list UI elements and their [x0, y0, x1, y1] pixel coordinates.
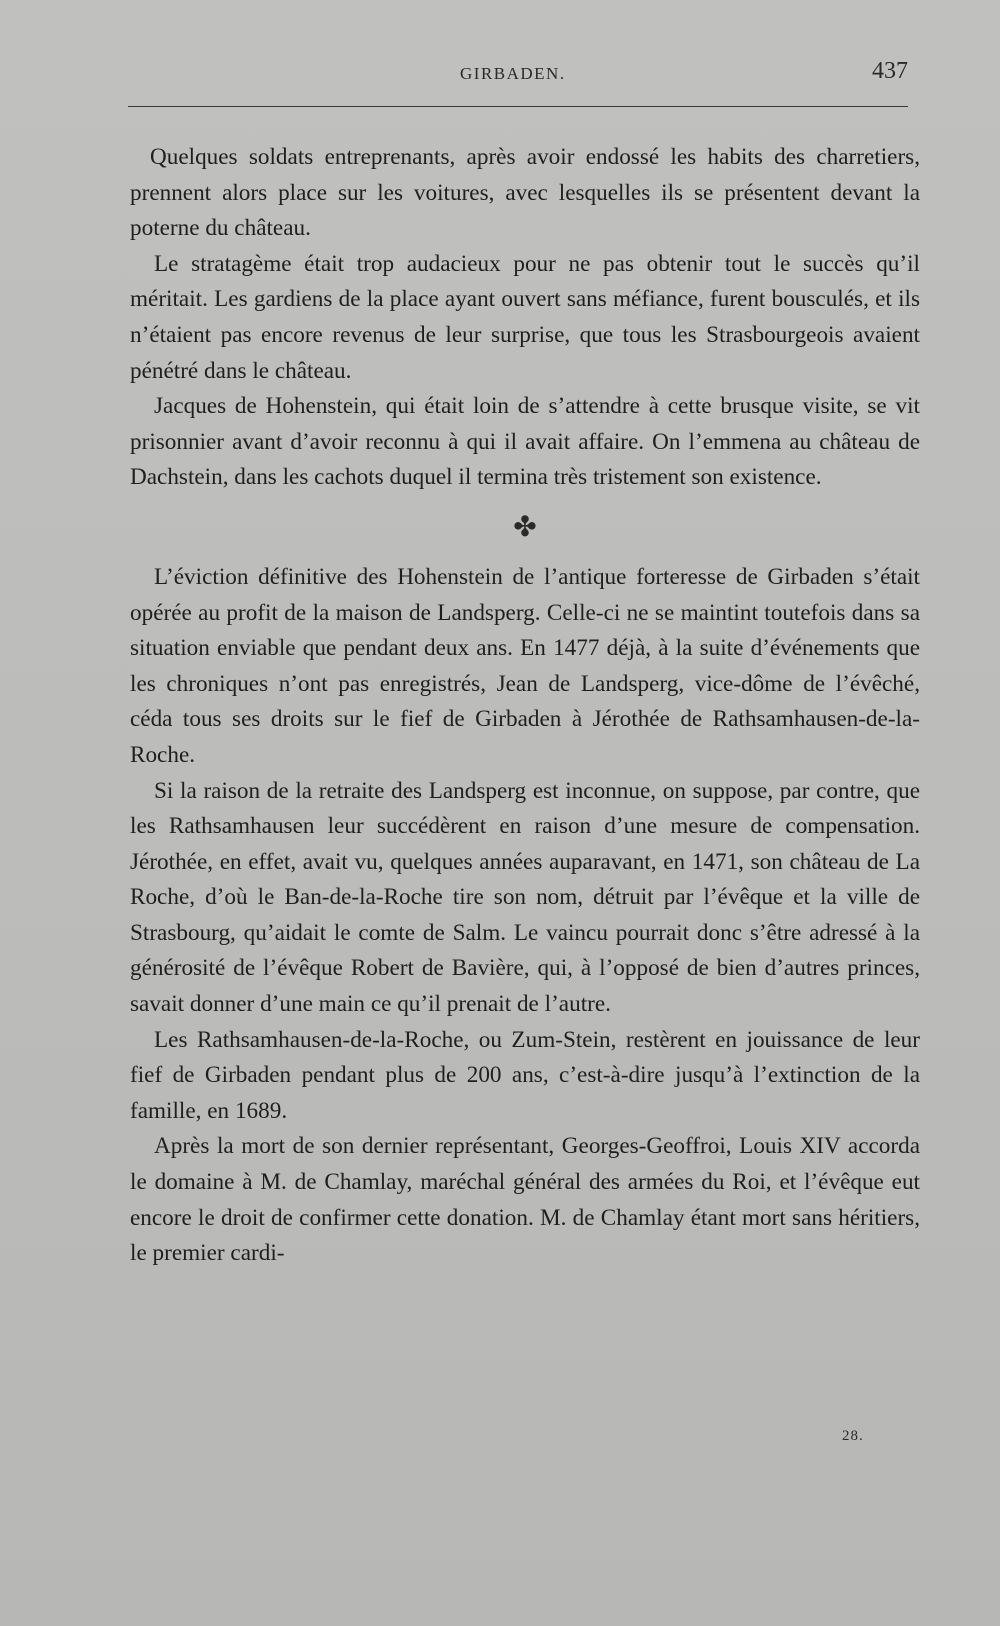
paragraph: Les Rathsamhausen-de-la-Roche, ou Zum-Stein, restèrent en jouissance de leur fief de Girbaden pendant plus de 200 ans, c’est-à-dire jusqu’à l’extinction de la famille, en 1689.: [130, 1026, 920, 1124]
header-rule: [128, 106, 908, 107]
signature-mark: 28.: [842, 1428, 864, 1444]
paragraph: L’éviction définitive des Hohenstein de l’antique forteresse de Girbaden s’était opérée au profit de la maison de Landsperg. Celle-ci ne se maintint toutefois dans sa situation enviable que pendant deux ans. En 1477 déjà, à la suite d’événements que les chroniques n’ont pas enregistrés, Jean de Landsperg, vice-dôme de l’évêché, céda tous ses droits sur le fief de Girbaden à Jérothée de Rathsamhausen-de-la-Roche.: [130, 563, 920, 768]
running-title: GIRBADEN.: [460, 64, 566, 83]
page-header: [130, 58, 908, 90]
paragraph: Après la mort de son dernier représentant, Georges-Geoffroi, Louis XIV accorda le domaine à M. de Chamlay, maréchal général des armées du Roi, et l’évêque eut encore le droit de confirmer cette donation. M. de Chamlay étant mort sans héritiers, le premier cardi-: [130, 1133, 920, 1267]
fleuron-ornament-icon: ✤: [513, 511, 537, 543]
paragraph: Si la raison de la retraite des Landsperg est inconnue, on suppose, par contre, que les Rathsamhausen leur succédèrent en raison d’une mesure de compensation. Jérothée, en effet, avait vu, quelques années auparavant, en 1471, son château de La Roche, d’où le Ban-de-la-Roche tire son nom, détruit par l’évêque et la ville de Strasbourg, qu’aidait le comte de Salm. Le vaincu pourrait donc s’être adressé à la générosité de l’évêque Robert de Bavière, qui, à l’opposé de bien d’autres princes, savait donner d’une main ce qu’il prenait de l’autre.: [130, 777, 920, 1018]
paragraph: Le stratagème était trop audacieux pour ne pas obtenir tout le succès qu’il méritait. Les gardiens de la place ayant ouvert sans méfiance, furent bousculés, et ils n’étaient pas encore revenus de leur surprise, que tous les Strasbourgeois avaient pénétré dans le château.: [130, 250, 920, 384]
paragraph: Quelques soldats entreprenants, après avoir endossé les habits des charretiers, prennent alors place sur les voitures, avec lesquelles ils se présentent devant la poterne du château.: [130, 144, 920, 242]
page-number: 437: [872, 58, 908, 84]
paragraph: Jacques de Hohenstein, qui était loin de s’attendre à cette brusque visite, se vit prisonnier avant d’avoir reconnu à qui il avait affaire. On l’emmena au château de Dachstein, dans les cachots duquel il termina très tristement son existence.: [130, 393, 920, 491]
body-text: [130, 140, 920, 1272]
